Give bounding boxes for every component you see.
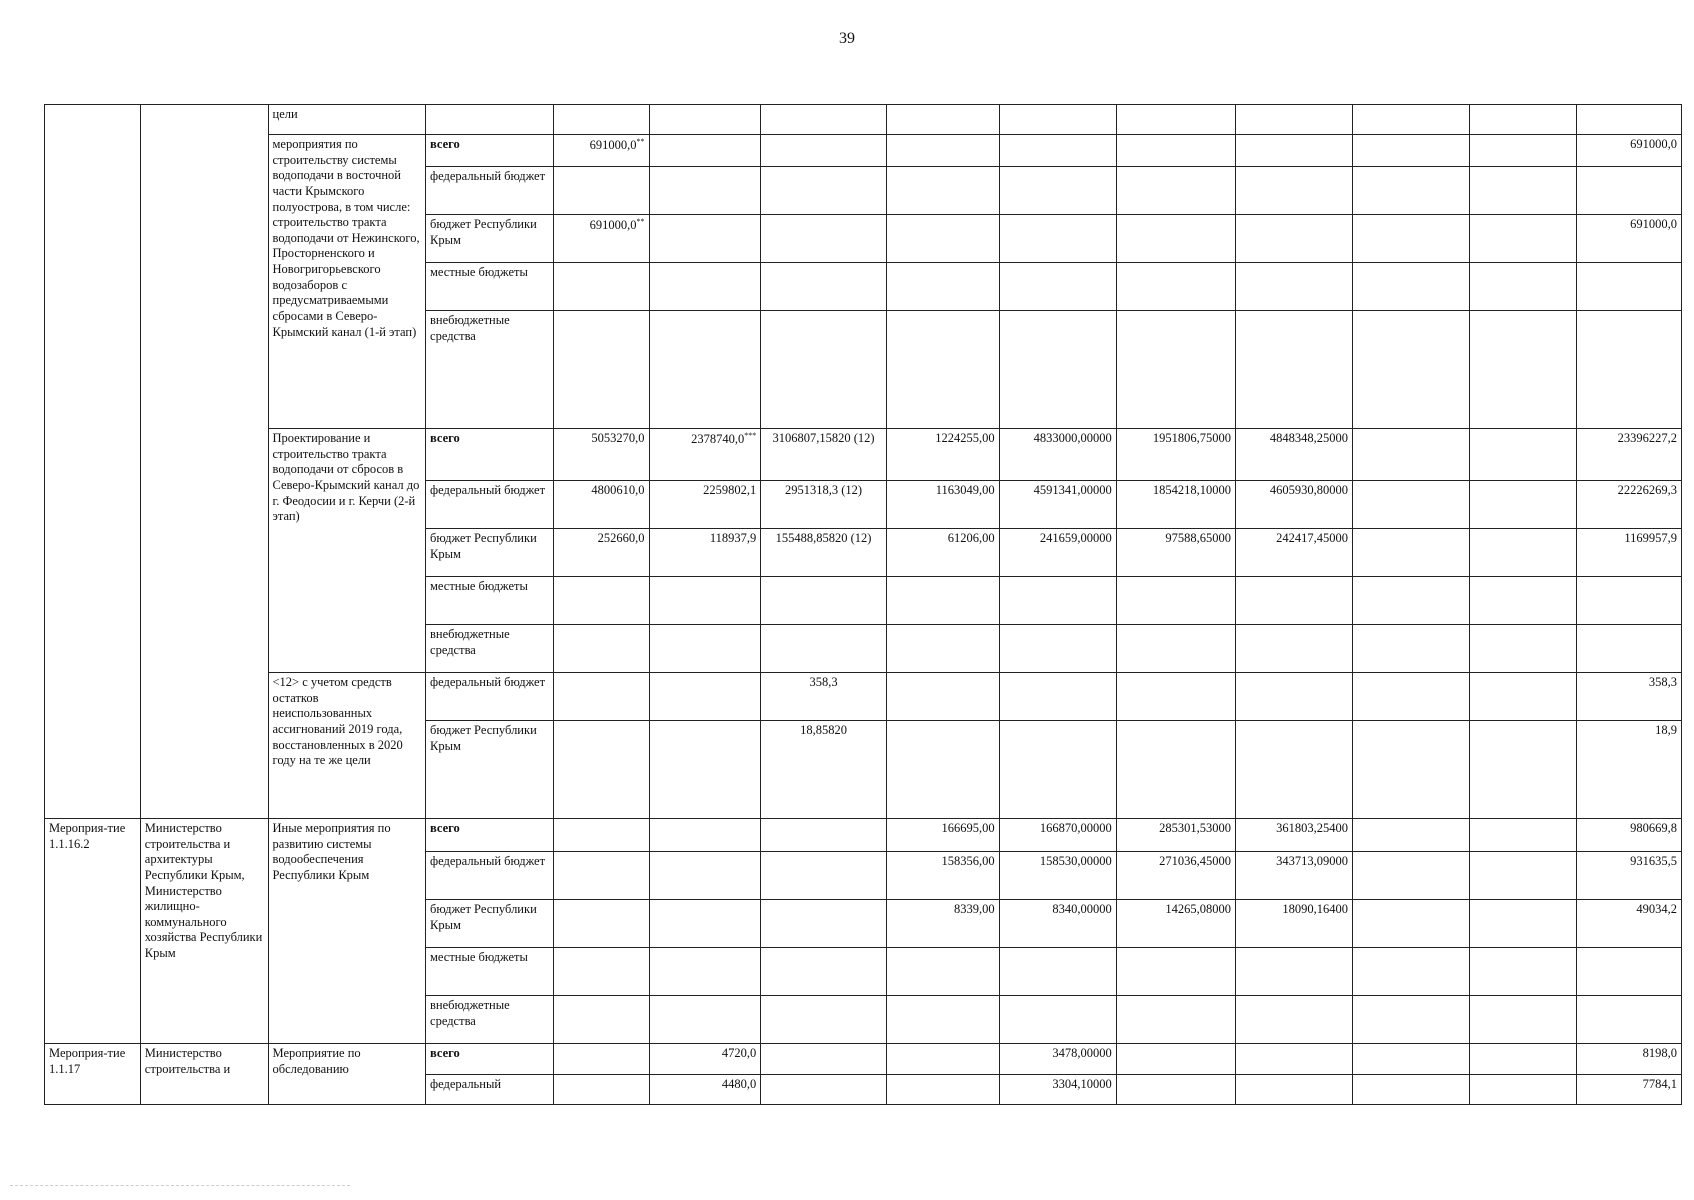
source-label: федеральный бюджет bbox=[426, 852, 554, 900]
executor-cell: Министерство строительства и bbox=[140, 1044, 268, 1105]
executor-cell: Министерство строительства и архитектуры Республики Крым, Министерство жилищно-коммунального хозяйства Республики Крым bbox=[140, 819, 268, 1044]
total-cell: 691000,0 bbox=[1576, 135, 1681, 167]
source-label: всего bbox=[426, 819, 554, 852]
total-cell: 358,3 bbox=[1576, 673, 1681, 721]
total-cell: 49034,2 bbox=[1576, 900, 1681, 948]
source-label: внебюджетные средства bbox=[426, 311, 554, 429]
source-label: всего bbox=[426, 1044, 554, 1075]
total-cell: 980669,8 bbox=[1576, 819, 1681, 852]
table-row: Мероприя-тие 1.1.16.2 Министерство строительства и архитектуры Республики Крым, Министерство жилищно-коммунального хозяйства Республики Крым Иные мероприятия по развитию системы водообеспечения Республики Крым всего 166695,00 166870,00000 285301,53000 361803,25400 980669,8 bbox=[45, 819, 1682, 852]
source-label: всего bbox=[426, 429, 554, 481]
source-label: федеральный бюджет bbox=[426, 673, 554, 721]
table-row: федеральный 4480,0 3304,10000 7784,1 bbox=[45, 1075, 1682, 1105]
source-label: внебюджетные средства bbox=[426, 996, 554, 1044]
source-label: федеральный бюджет bbox=[426, 167, 554, 215]
table-row: бюджет Республики Крым 252660,0 118937,9 155488,85820 (12) 61206,00 241659,00000 97588,65000 242417,45000 1169957,9 bbox=[45, 529, 1682, 577]
code-cell: Мероприя-тие 1.1.17 bbox=[45, 1044, 141, 1105]
source-label: местные бюджеты bbox=[426, 263, 554, 311]
total-cell: 8198,0 bbox=[1576, 1044, 1681, 1075]
total-cell: 22226269,3 bbox=[1576, 481, 1681, 529]
source-label: местные бюджеты bbox=[426, 948, 554, 996]
source-label: внебюджетные средства bbox=[426, 625, 554, 673]
table-row: федеральный бюджет 158356,00 158530,00000 271036,45000 343713,09000 931635,5 bbox=[45, 852, 1682, 900]
page-number: 39 bbox=[839, 30, 855, 47]
source-label: местные бюджеты bbox=[426, 577, 554, 625]
source-label: бюджет Республики Крым bbox=[426, 721, 554, 819]
total-cell: 691000,0 bbox=[1576, 215, 1681, 263]
total-cell: 23396227,2 bbox=[1576, 429, 1681, 481]
source-label: всего bbox=[426, 135, 554, 167]
value-cell: 691000,0** bbox=[553, 135, 649, 167]
table-row: <12> с учетом средств остатков неиспользованных ассигнований 2019 года, восстановленных в 2020 году на те же цели федеральный бюджет 358,3 358,3 bbox=[45, 673, 1682, 721]
total-cell: 931635,5 bbox=[1576, 852, 1681, 900]
table-row bbox=[45, 105, 1682, 135]
description-cell: Проектирование и строительство тракта водоподачи от сбросов в Северо-Крымский канал до г. Феодосии и г. Керчи (2-й этап) bbox=[268, 429, 426, 673]
table-row: федеральный бюджет 4800610,0 2259802,1 2951318,3 (12) 1163049,00 4591341,00000 1854218,10000 4605930,80000 22226269,3 bbox=[45, 481, 1682, 529]
table-row: бюджет Республики Крым 18,85820 18,9 bbox=[45, 721, 1682, 819]
code-cell: Мероприя-тие 1.1.16.2 bbox=[45, 819, 141, 1044]
description-cell: мероприятия по строительству системы водоподачи в восточной части Крымского полуострова, в том числе: строительство тракта водоподачи от Нежинского, Просторненского и Новогригорьевского водозаборов с предусматриваемыми сбросами в Северо-Крымский канал (1-й этап) bbox=[268, 135, 426, 429]
table-row: Проектирование и строительство тракта водоподачи от сбросов в Северо-Крымский канал до г. Феодосии и г. Керчи (2-й этап) всего 5053270,0 2378740,0*** 3106807,15820 (12) 1224255,00 4833000,00000 1951806,75000 4848348,25000 23396227,2 bbox=[45, 429, 1682, 481]
scan-artifact-line bbox=[10, 1185, 350, 1186]
total-cell: 1169957,9 bbox=[1576, 529, 1681, 577]
source-label: федеральный bbox=[426, 1075, 554, 1105]
table-row: бюджет Республики Крым 8339,00 8340,00000 14265,08000 18090,16400 49034,2 bbox=[45, 900, 1682, 948]
total-cell: 7784,1 bbox=[1576, 1075, 1681, 1105]
total-cell: 18,9 bbox=[1576, 721, 1681, 819]
description-cell: Иные мероприятия по развитию системы водообеспечения Республики Крым bbox=[268, 819, 426, 1044]
value-cell: 691000,0** bbox=[553, 215, 649, 263]
description-cell: Мероприятие по обследованию bbox=[268, 1044, 426, 1105]
table-row: Мероприя-тие 1.1.17 Министерство строительства и Мероприятие по обследованию всего 4720,0 3478,00000 8198,0 bbox=[45, 1044, 1682, 1075]
code-cell bbox=[45, 105, 141, 135]
source-label: федеральный бюджет bbox=[426, 481, 554, 529]
budget-table bbox=[44, 104, 1682, 1105]
description-cell: <12> с учетом средств остатков неиспользованных ассигнований 2019 года, восстановленных в 2020 году на те же цели bbox=[268, 673, 426, 819]
source-label: бюджет Республики Крым bbox=[426, 529, 554, 577]
table-row bbox=[45, 135, 1682, 167]
executor-cell bbox=[140, 105, 268, 135]
source-label: бюджет Республики Крым bbox=[426, 900, 554, 948]
description-cell: цели bbox=[268, 105, 426, 135]
source-label: бюджет Республики Крым bbox=[426, 215, 554, 263]
